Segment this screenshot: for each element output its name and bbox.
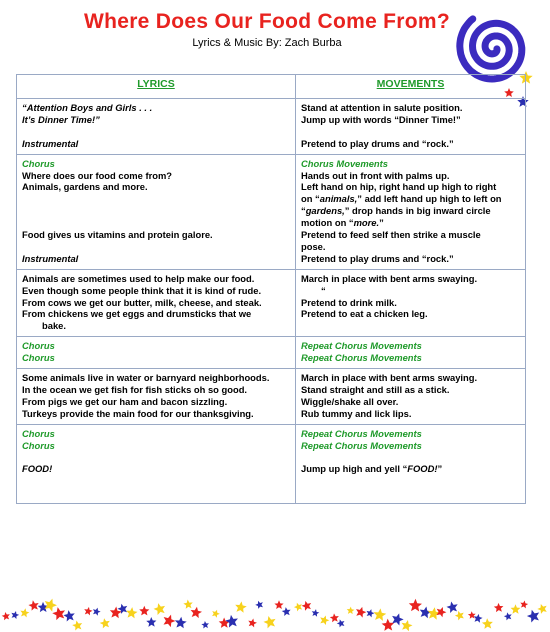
line-text: Repeat Chorus Movements [301, 340, 422, 352]
star-icon [482, 618, 494, 629]
text-line [301, 340, 520, 352]
line-text: Repeat Chorus Movements [301, 439, 422, 451]
star-icon [274, 600, 283, 609]
line-text: Stand at attention in salute position. [301, 102, 463, 113]
line-text: Wiggle/shake all over. [301, 395, 399, 407]
star-icon [10, 610, 20, 619]
star-icon [99, 617, 111, 629]
text-line [22, 205, 290, 217]
star-icon [446, 600, 460, 613]
line-text: Pretend to eat a chicken leg. [301, 308, 428, 320]
line-text-after: ” [437, 463, 443, 475]
line-text: In the ocean we get fish for fish sticks oh so good. [22, 384, 248, 396]
text-line [301, 241, 520, 253]
line-text: Jump up with words “Dinner Time!” [301, 113, 461, 125]
star-icon [1, 611, 11, 620]
star-icon [311, 608, 320, 617]
line-text: pose. [301, 240, 326, 252]
line-text: From pigs we get our ham and bacon sizzling. [22, 395, 228, 407]
movements-header: MOVEMENTS [296, 75, 526, 99]
star-icon [526, 608, 542, 623]
star-icon [201, 621, 209, 629]
text-line [22, 396, 290, 408]
table-row [17, 154, 526, 269]
text-line [301, 463, 520, 475]
text-line [301, 372, 520, 384]
star-icon [319, 614, 331, 625]
line-text: Chorus [22, 427, 55, 439]
lyrics-cell [17, 269, 296, 337]
lyrics-header: LYRICS [17, 75, 296, 99]
text-line [301, 352, 520, 364]
lyrics-cell [17, 337, 296, 369]
line-text: Food gives us vitamins and protein galore. [22, 229, 213, 240]
line-emphasis: animals, [319, 193, 358, 205]
line-emphasis: more. [353, 217, 380, 229]
text-line [22, 273, 290, 285]
text-line [301, 297, 520, 309]
text-line [22, 408, 290, 420]
text-line [22, 217, 290, 229]
line-text: Turkeys provide the main food for our thanksgiving. [22, 407, 254, 419]
movements-cell [296, 154, 526, 269]
movements-cell [296, 99, 526, 155]
star-icon [174, 616, 187, 628]
text-line [301, 273, 520, 285]
text-line [301, 487, 520, 499]
line-text: Chorus [22, 157, 55, 169]
text-line [301, 170, 520, 182]
star-icon [219, 617, 230, 628]
text-line [22, 352, 290, 364]
table-row [17, 99, 526, 155]
movements-cell [296, 369, 526, 425]
text-line [22, 384, 290, 396]
movements-cell [296, 337, 526, 369]
line-text: From chickens we get eggs and drumsticks that we [22, 308, 252, 320]
text-line [301, 126, 520, 138]
table-row [17, 369, 526, 425]
text-line [22, 487, 290, 499]
text-line [22, 102, 290, 114]
text-line [301, 158, 520, 170]
line-text: Chorus [22, 352, 55, 364]
star-icon [262, 614, 277, 628]
star-icon [536, 602, 548, 614]
text-line [301, 229, 520, 241]
line-text: Animals, gardens and more. [22, 181, 148, 193]
line-text: Instrumental [22, 252, 79, 264]
line-emphasis: FOOD! [407, 463, 438, 475]
star-icon [503, 611, 513, 620]
table-row [17, 424, 526, 503]
movements-cell [296, 424, 526, 503]
line-text: Where does our food come from? [22, 169, 173, 181]
line-emphasis: gardens, [305, 205, 345, 217]
line-text: Even though some people think that it is kind of rude. [22, 284, 262, 296]
star-icon [161, 613, 177, 628]
lyrics-table [16, 74, 526, 504]
line-text: Pretend to play drums and “rock.” [301, 252, 454, 264]
text-line [22, 126, 290, 138]
star-icon [365, 608, 375, 618]
text-line [22, 193, 290, 205]
line-text: FOOD! [22, 463, 53, 475]
song-title: Where Does Our Food Come From? [83, 10, 451, 33]
table-row [17, 337, 526, 369]
line-text: Left hand on hip, right hand up high to right [301, 181, 497, 193]
star-icon [346, 606, 354, 614]
line-text: bake. [42, 320, 66, 332]
star-icon [19, 607, 30, 617]
text-line [22, 428, 290, 440]
text-line [22, 170, 290, 182]
star-icon [183, 599, 193, 609]
text-line [301, 253, 520, 265]
text-line [22, 229, 290, 241]
star-icon [400, 619, 413, 632]
movements-cell [296, 269, 526, 337]
star-icon [63, 609, 76, 622]
text-line [301, 308, 520, 320]
text-line [22, 440, 290, 452]
line-text: Chorus [22, 439, 55, 451]
text-line [301, 475, 520, 487]
star-icon [354, 605, 367, 618]
lyrics-cell [17, 424, 296, 503]
star-icon [409, 599, 423, 612]
line-text: “ [301, 205, 306, 217]
star-icon [146, 617, 157, 627]
line-text: From cows we get our butter, milk, cheese, and steak. [22, 296, 262, 308]
line-text: March in place with bent arms swaying. [301, 272, 478, 284]
text-line [22, 463, 290, 475]
line-text: “Attention Boys and Girls . . . [22, 102, 153, 113]
line-text: Chorus [22, 340, 55, 352]
star-icon [435, 605, 448, 618]
lyrics-cell [17, 369, 296, 425]
text-line [22, 340, 290, 352]
text-line [22, 372, 290, 384]
line-text-after: ” drop hands in big inward circle [344, 205, 491, 217]
line-text: Instrumental [22, 137, 79, 149]
star-border [0, 596, 550, 632]
line-text: on “ [301, 193, 320, 205]
text-line [301, 217, 520, 229]
star-icon [152, 602, 166, 616]
lyrics-cell [17, 99, 296, 155]
star-icon [494, 603, 504, 613]
text-line [22, 138, 290, 150]
table-body [17, 99, 526, 504]
star-icon [254, 599, 264, 609]
text-line [301, 440, 520, 452]
star-icon [336, 618, 346, 628]
star-icon [92, 606, 102, 616]
text-line [301, 408, 520, 420]
line-text: Jump up high and yell “ [301, 463, 408, 475]
text-line [22, 241, 290, 253]
line-text: It’s Dinner Time!” [22, 113, 100, 125]
star-icon [234, 601, 247, 614]
line-text: Pretend to play drums and “rock.” [301, 137, 454, 149]
line-text: Pretend to feed self then strike a muscle [301, 229, 481, 241]
text-line [22, 181, 290, 193]
star-icon [511, 604, 521, 613]
text-line [22, 320, 290, 332]
line-text: Stand straight and still as a stick. [301, 384, 450, 396]
line-text: March in place with bent arms swaying. [301, 372, 478, 384]
star-icon [293, 601, 304, 612]
star-icon [139, 606, 149, 616]
star-icon [211, 608, 221, 618]
text-line [22, 253, 290, 265]
text-line [301, 452, 520, 464]
star-icon [373, 608, 387, 622]
star-icon [28, 599, 40, 611]
text-line [22, 285, 290, 297]
line-text: motion on “ [301, 217, 354, 229]
star-icon [83, 606, 93, 616]
text-line [301, 396, 520, 408]
line-text: “ [321, 284, 326, 296]
line-text: Repeat Chorus Movements [301, 352, 422, 364]
star-icon [301, 600, 313, 612]
line-text: Hands out in front with palms up. [301, 169, 450, 181]
line-text-after: ” add left hand up high to left on [357, 193, 502, 205]
star-icon [190, 606, 203, 619]
star-icon [125, 606, 138, 618]
line-text: Animals are sometimes used to help make our food. [22, 272, 255, 284]
text-line [22, 308, 290, 320]
text-line [301, 102, 520, 114]
text-line [22, 297, 290, 309]
text-line [301, 193, 520, 205]
star-icon [281, 607, 291, 617]
star-icon [468, 611, 476, 619]
text-line [301, 181, 520, 193]
lyrics-cell [17, 154, 296, 269]
text-line [301, 138, 520, 150]
star-icon [247, 618, 258, 628]
text-line [22, 114, 290, 126]
text-line [22, 452, 290, 464]
star-icon [51, 606, 66, 621]
star-icon [71, 619, 83, 630]
text-line [301, 428, 520, 440]
text-line [301, 285, 520, 297]
table-row [17, 269, 526, 337]
star-icon [329, 613, 339, 623]
text-line [22, 475, 290, 487]
text-line [301, 384, 520, 396]
line-text: Pretend to drink milk. [301, 296, 397, 308]
star-icon [454, 609, 466, 621]
star-icon [519, 600, 528, 609]
text-line [301, 114, 520, 126]
line-text-after: ” [379, 217, 384, 229]
text-line [301, 205, 520, 217]
song-byline: Lyrics & Music By: Zach Burba [192, 37, 342, 49]
line-text: Some animals live in water or barnyard neighborhoods. [22, 372, 270, 384]
line-text: Repeat Chorus Movements [301, 427, 422, 439]
line-text: Rub tummy and lick lips. [301, 407, 412, 419]
text-line [22, 158, 290, 170]
line-text: Chorus Movements [301, 157, 388, 169]
star-icon [381, 618, 394, 631]
